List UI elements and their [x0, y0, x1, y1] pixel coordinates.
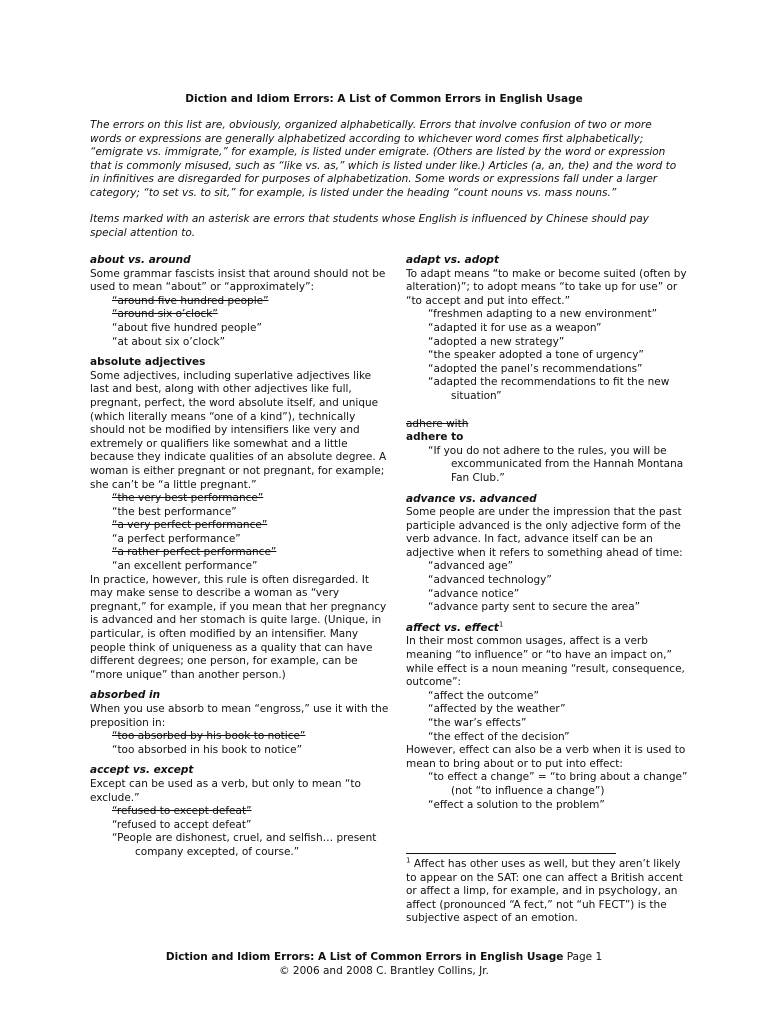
example-correct: “at about six o’clock” [112, 335, 226, 348]
example: “adopted the panel’s recommendations” [428, 362, 643, 375]
entry-absorbed-in [90, 689, 392, 757]
example-incorrect: “refused to except defeat” [112, 805, 252, 818]
example: “to effect a change” = “to bring about a change” (not “to influence a change”) [428, 771, 688, 797]
example-correct: “the best performance” [112, 505, 237, 518]
example-correct: “about five hundred people” [112, 321, 262, 334]
example: “advance party sent to secure the area” [428, 601, 641, 614]
example: “advanced technology” [428, 574, 552, 587]
example: “effect a solution to the problem” [428, 798, 605, 811]
entry-body: When you use absorb to mean “engross,” use it with the preposition in: [90, 703, 389, 729]
example-incorrect: “around five hundred people” [112, 294, 269, 307]
example: “freshmen adapting to a new environment” [428, 308, 658, 321]
example-incorrect: “the very best performance” [112, 492, 264, 505]
entry-heading-incorrect: adhere with [406, 417, 469, 430]
example: “affected by the weather” [428, 703, 566, 716]
intro-paragraph: The errors on this list are, obviously, organized alphabetically. Errors that involve confusion of two or more words or expressions are generally alphabetized according to whichever word comes first alphabetically; “emigrate vs. immigrate,” for example, is listed under emigrate. (Others are listed by the word or expression that is commonly misused, such as “like vs. as,” which is listed under like.) Articles (a, an, the) and the word to in infinitives are disregarded for purposes of alphabetization. Some words or expressions fall under a larger category; “to set vs. to sit,” for example, is listed under the heading “count nouns vs. mass nouns.” [90, 119, 677, 199]
example-incorrect: “too absorbed by his book to notice” [112, 730, 306, 743]
example: “advance notice” [428, 587, 520, 600]
right-column [406, 254, 688, 819]
entry-body: To adapt means “to make or become suited (often by alteration)”; to adopt means “to take up for use” or “to accept and put into effect.” [406, 267, 687, 307]
entry-body: Some adjectives, including superlative adjectives like last and best, along with other adjectives like full, pregnant, perfect, the word absolute itself, and unique (which literally means “one of a kind”), technically should not be modified by intensifiers like very and extremely or qualifiers like somewhat and a little because they indicate qualities of an absolute degree. A woman is either pregnant or not pregnant, for example; she can’t be “a little pregnant.” [90, 369, 387, 491]
example-correct: “People are dishonest, cruel, and selfish… present company excepted, of course.” [112, 832, 377, 858]
example-incorrect: “a very perfect performance” [112, 519, 268, 532]
entry-accept-vs-except [90, 764, 392, 859]
example-correct: “too absorbed in his book to notice” [112, 743, 303, 756]
intro-asterisk-note: Items marked with an asterisk are errors that students whose English is influenced by Chinese should pay special attention to. [90, 213, 649, 239]
entry-adhere-to [406, 418, 688, 486]
example-incorrect: “a rather perfect performance” [112, 546, 277, 559]
example: “the speaker adopted a tone of urgency” [428, 349, 644, 362]
entry-body: Except can be used as a verb, but only to mean “to exclude.” [90, 777, 361, 804]
document-title: Diction and Idiom Errors: A List of Common Errors in English Usage [185, 93, 583, 105]
footnote-mark: 1 [406, 856, 411, 865]
left-column [90, 254, 392, 867]
entry-heading: affect vs. effect [406, 621, 499, 634]
example: “adopted a new strategy” [428, 335, 565, 348]
example: “affect the outcome” [428, 689, 539, 702]
example-incorrect: “around six o’clock” [112, 308, 218, 321]
footnote-divider [406, 853, 616, 854]
entry-heading-line [406, 622, 688, 636]
entry-body: Some grammar fascists insist that around should not be used to mean “about” or “approximately”: [90, 267, 386, 294]
entry-absolute-adjectives [90, 356, 392, 682]
entry-body: In their most common usages, affect is a verb meaning “to influence” or “to have an impact on,” while effect is a noun meaning “result, consequence, outcome”: [406, 635, 685, 689]
entry-body-continued: In practice, however, this rule is often disregarded. It may make sense to describe a woman as “very pregnant,” for example, if you mean that her pregnancy is advanced and her stomach is quite large. (Unique, in particular, is often modified by an intensifier. Many people think of uniqueness as a quality that can have different degrees; one person, for example, can be “more unique” than another person.) [90, 573, 387, 681]
entry-heading: accept vs. except [90, 764, 194, 777]
example: “adapted it for use as a weapon” [428, 321, 602, 334]
entry-affect-vs-effect [406, 622, 688, 812]
entry-body-continued: However, effect can also be a verb when it is used to mean to bring about or to put into effect: [406, 744, 686, 770]
footnote-text: Affect has other uses as well, but they aren’t likely to appear on the SAT: one can affect a British accent or affect a limp, for example, and in psychology, an affect (pronounced “A fect,” not “uh FECT”) is the subjective aspect of an emotion. [406, 858, 683, 925]
entry-heading: advance vs. advanced [406, 492, 537, 505]
example-correct: “refused to accept defeat” [112, 818, 252, 831]
example-correct: “a perfect performance” [112, 532, 241, 545]
entry-advance-vs-advanced [406, 493, 688, 615]
example: “the effect of the decision” [428, 730, 570, 743]
footnote [406, 858, 688, 926]
page-number: Page 1 [566, 951, 603, 963]
entry-about-vs-around [90, 254, 392, 349]
entry-heading: adapt vs. adopt [406, 254, 499, 266]
example: “adapted the recommendations to fit the new situation” [428, 376, 670, 402]
copyright: © 2006 and 2008 C. Brantley Collins, Jr. [279, 965, 489, 977]
entry-body: Some people are under the impression that the past participle advanced is the only adjective form of the verb advance. In fact, advance itself can be an adjective when it refers to something ahead of time: [406, 506, 683, 559]
footer-title: Diction and Idiom Errors: A List of Common Errors in English Usage [165, 951, 564, 963]
example: “If you do not adhere to the rules, you will be excommunicated from the Hannah Montana Fan Club.” [428, 444, 684, 484]
entry-heading: adhere to [406, 431, 464, 444]
entry-heading: absorbed in [90, 689, 161, 702]
footnote-reference: 1 [498, 620, 504, 629]
example-correct: “an excellent performance” [112, 560, 258, 573]
entry-heading: absolute adjectives [90, 356, 206, 369]
page-footer [0, 951, 768, 963]
entry-heading: about vs. around [90, 254, 191, 266]
entry-adapt-vs-adopt [406, 254, 688, 404]
example: “advanced age” [428, 560, 514, 573]
example: “the war’s effects” [428, 717, 527, 729]
